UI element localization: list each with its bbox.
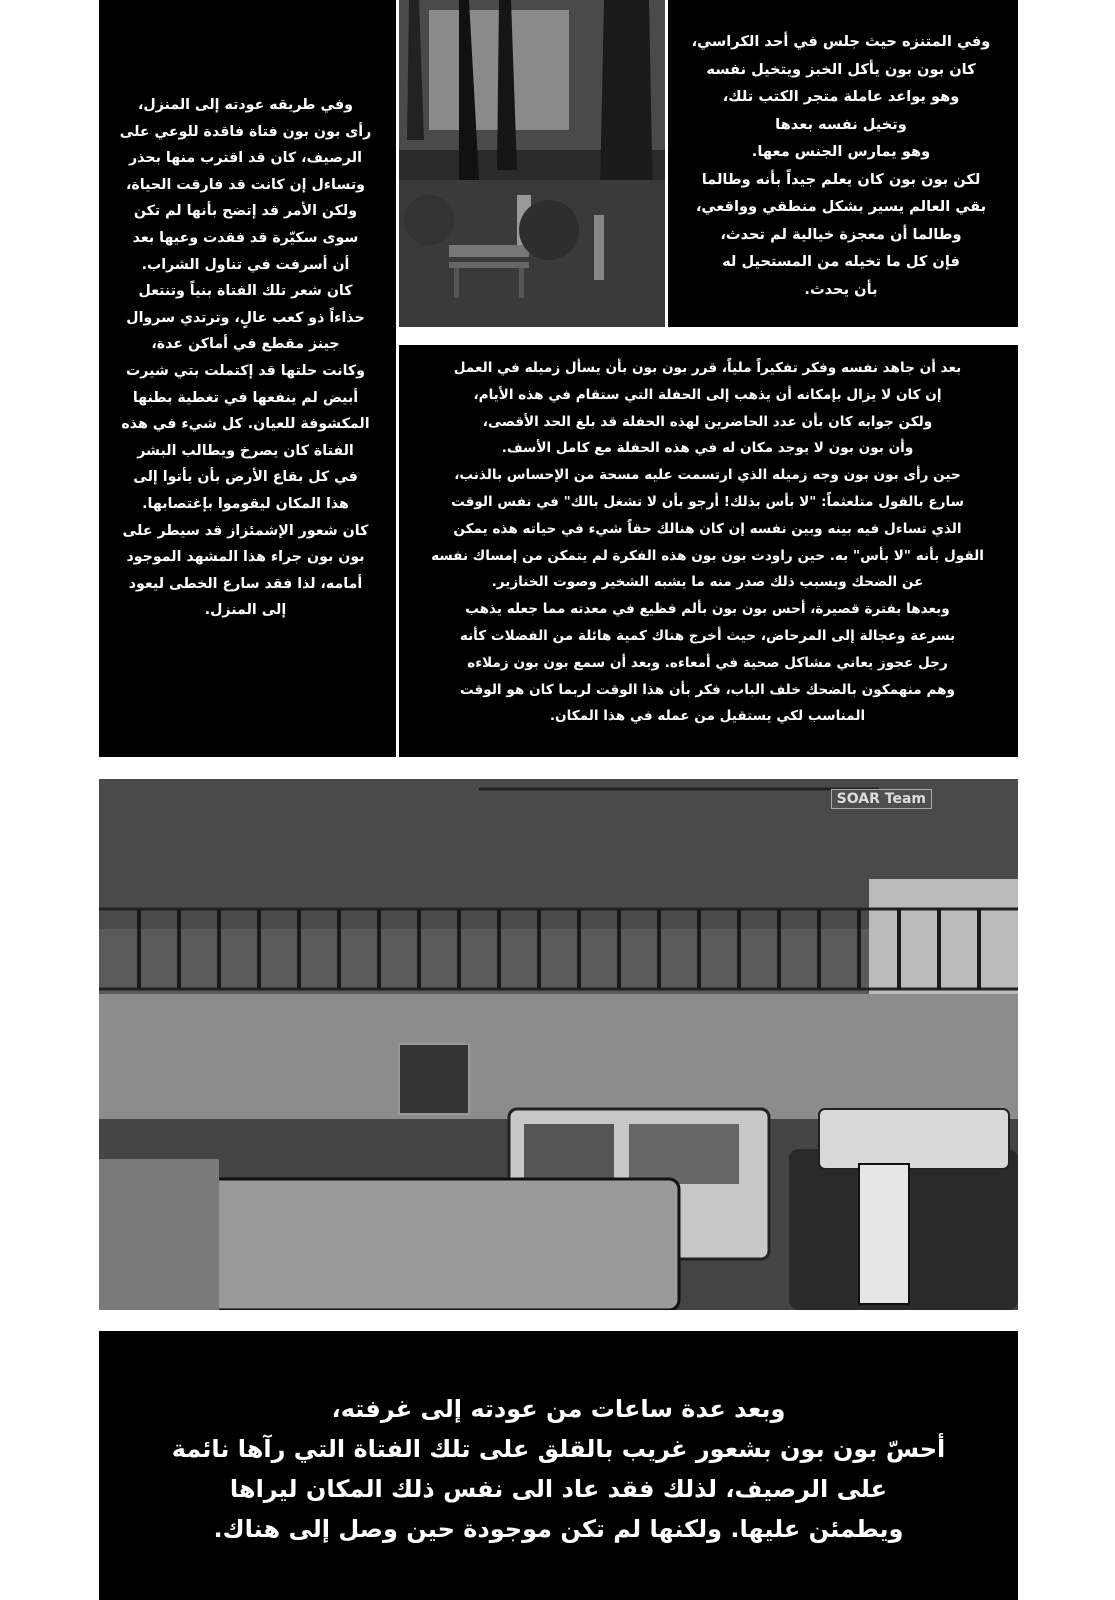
park-scene-drawing	[399, 0, 665, 327]
street-parking-illustration	[99, 779, 1018, 1310]
narration-box-park	[668, 0, 1018, 327]
narration-text-work: بعد أن جاهد نفسه وفكر تفكيراً ملياً، قرر بون بون بأن يسأل زميله في العمل إن كان لا يزال بإمكانه أن يذهب إلى الحفلة التي ستقام في هذه الأيام، ولكن جوابه كان بأن عدد الحاضرين لهذه الحفلة قد بلغ الحد الأقصى، وأن بون بون لا يوجد مكان له في هذه الحفلة مع كامل الأسف. حين رأى بون بون وجه زميله الذي ارتسمت عليه مسحة من الإحساس بالذنب، سارع بالقول متلعثماً: "لا بأس بذلك! أرجو بأن لا تشغل بالك" في نفس الوقت الذي تساءل فيه بينه وبين نفسه إن كان هنالك حقاً شيء في حياته هذه يمكن القول بأنه "لا بأس" به. حين راودت بون بون هذه الفكرة لم يتمكن من إمساك نفسه عن الضحك وبسبب ذلك صدر منه ما يشبه الشخير وصوت الخنازير. وبعدها بفترة قصيرة، أحس بون بون بألم فظيع في معدته مما جعله يذهب بسرعة وعجالة إلى المرحاض، حيث أخرج هناك كمية هائلة من الفضلات كأنه رجل عجوز يعاني مشاكل صحية في أمعاءه. وبعد أن سمع بون بون زملاءه وهم منهمكون بالضحك خلف الباب، فكر بأن هذا الوقت لربما كان هو الوقت المناسب لكي يستقيل من عمله في هذا المكان.	[431, 360, 984, 725]
street-scene-drawing	[99, 779, 1018, 1310]
narration-text-return: وبعد عدة ساعات من عودته إلى غرفته، أحسّ بون بون بشعور غريب بالقلق على تلك الفتاة التي رآها نائمة على الرصيف، لذلك فقد عاد الى نفس ذلك المكان ليراها ويطمئن عليها. ولكنها لم تكن موجودة حين وصل إلى هناك.	[171, 1395, 946, 1543]
narration-box-return	[99, 1331, 1018, 1600]
park-bench-illustration	[399, 0, 665, 327]
narration-text-walk-home: وفي طريقه عودته إلى المنزل، رأى بون بون فتاة فاقدة للوعي على الرصيف، كان قد اقترب منها بحذر وتساءل إن كانت قد فارقت الحياة، ولكن الأمر قد إتضح بأنها لم تكن سوى سكيّرة قد فقدت وعيها بعد أن أسرفت في تناول الشراب. كان شعر تلك الفتاة بنياً وتنتعل حذاءاً ذو كعب عالٍ، وترتدي سروال جينز مقطع في أماكن عدة، وكانت حلتها قد إكتملت بتي شيرت أبيض لم ينفعها في تغطية بطنها المكشوفة للعيان. كل شيء في هذه الفتاة كان يصرخ ويطالب البشر في كل بقاع الأرض بأن يأتوا إلى هذا المكان ليقوموا بإغتصابها. كان شعور الإشمئزاز قد سيطر على بون بون جراء هذا المشهد الموجود أمامه، لذا فقد سارع الخطى ليعود إلى المنزل.	[119, 97, 372, 619]
narration-box-work	[399, 345, 1018, 757]
narration-box-walk-home	[99, 0, 396, 757]
narration-text-park: وفي المتنزه حيث جلس في أحد الكراسي، كان بون بون يأكل الخبز ويتخيل نفسه وهو يواعد عاملة متجر الكتب تلك، وتخيل نفسه بعدها وهو يمارس الجنس معها. لكن بون بون كان يعلم جيداً بأنه وطالما بقي العالم يسير بشكل منطقي وواقعي، وطالما أن معجزة خيالية لم تحدث، فإن كل ما تخيله من المستحيل له بأن يحدث.	[691, 33, 991, 298]
scanlation-watermark: SOAR Team	[831, 789, 932, 809]
